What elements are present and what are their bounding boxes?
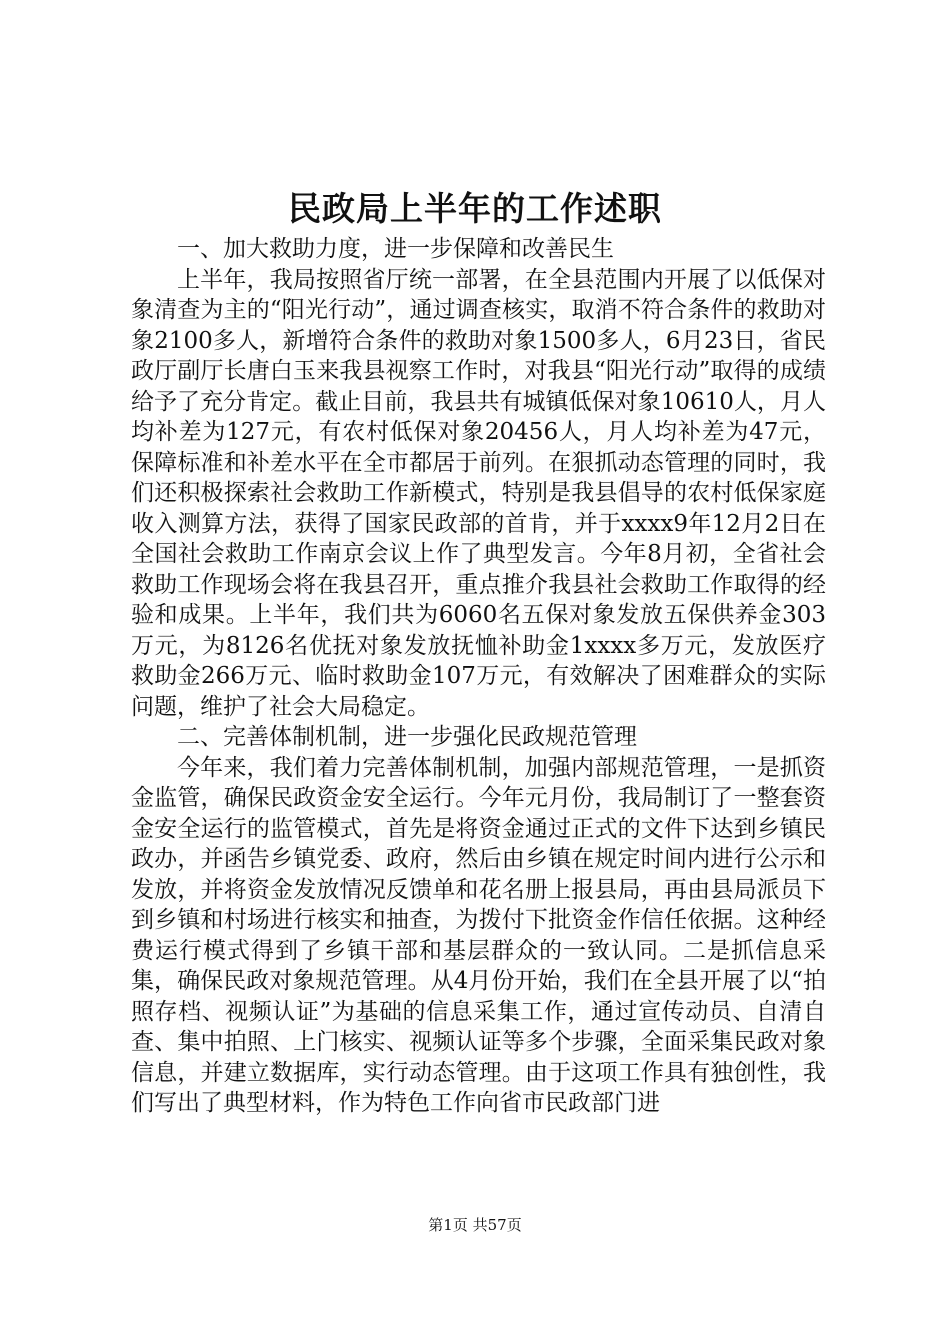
document-body <box>131 234 826 1119</box>
section-heading-2: 二、完善体制机制，进一步强化民政规范管理 <box>177 724 637 750</box>
paragraph-2: 今年来，我们着力完善体制机制，加强内部规范管理，一是抓资金监管，确保民政资金安全运行。今年元月份，我局制订了一整套资金安全运行的监管模式，首先是将资金通过正式的文件下达到乡镇民政办，并函告乡镇党委、政府，然后由乡镇在规定时间内进行公示和发放，并将资金发放情况反馈单和花名册上报县局，再由县局派员下到乡镇和村场进行核实和抽查，为拨付下批资金作信任依据。这种经费运行模式得到了乡镇干部和基层群众的一致认同。二是抓信息采集，确保民政对象规范管理。从4月份开始，我们在全县开展了以“拍照存档、视频认证”为基础的信息采集工作，通过宣传动员、自清自查、集中拍照、上门核实、视频认证等多个步骤，全面采集民政对象信息，并建立数据库，实行动态管理。由于这项工作具有独创性，我们写出了典型材料，作为特色工作向省市民政部门进 <box>131 754 826 1116</box>
page-footer: 第1页 共57页 <box>428 1216 522 1234</box>
document-title: 民政局上半年的工作述职 <box>288 189 662 228</box>
paragraph-1: 上半年，我局按照省厅统一部署，在全县范围内开展了以低保对象清查为主的“阳光行动”，通过调查核实，取消不符合条件的救助对象2100多人，新增符合条件的救助对象1500多人，6月23日，省民政厅副厅长唐白玉来我县视察工作时，对我县“阳光行动”取得的成绩给予了充分肯定。截止目前，我县共有城镇低保对象10610人，月人均补差为127元，有农村低保对象20456人，月人均补差为47元，保障标准和补差水平在全市都居于前列。在狠抓动态管理的同时，我们还积极探索社会救助工作新模式，特别是我县倡导的农村低保家庭收入测算方法，获得了国家民政部的首肯，并于xxxx9年12月2日在全国社会救助工作南京会议上作了典型发言。今年8月初，全省社会救助工作现场会将在我县召开，重点推介我县社会救助工作取得的经验和成果。上半年，我们共为6060名五保对象发放五保供养金303万元，为8126名优抚对象发放抚恤补助金1xxxx多万元，发放医疗救助金266万元、临时救助金107万元，有效解决了困难群众的实际问题，维护了社会大局稳定。 <box>131 266 826 720</box>
section-heading-1: 一、加大救助力度，进一步保障和改善民生 <box>177 236 614 262</box>
